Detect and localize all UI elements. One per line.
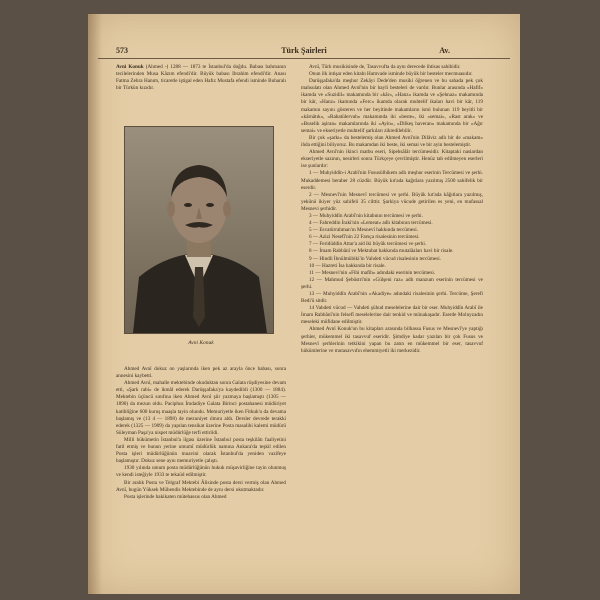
book-page bbox=[88, 14, 520, 594]
entry-name: Avni Konuk bbox=[116, 64, 144, 70]
binding-shadow bbox=[88, 14, 102, 594]
body-paragraph: Ahmed Avnî Konuk'un bu kitapları arasında bilhassa Fusus ve Mesnevî'ye yaptığı şerhler, mükemmel iki tasavvuf eseridir. Şimdiye kadar yazılan bir çok Fusus ve Mesnevî şerhlerinin tetkikini yapan bu zatın en mükemmel bir eser, tasavvuf hükümlerine ve mutasavvıfın ehemmiyetli iki merkezidir. bbox=[301, 326, 483, 354]
right-column-body bbox=[301, 64, 483, 564]
photo-caption: Avni Konuk bbox=[188, 340, 214, 346]
works-list-item: 7 — Feridüddin Attar'a aid iki büyük tercümesi ve şerhi. bbox=[309, 241, 427, 248]
body-paragraph: Onun ilk intişar eden kitabı Hamvade isminde büyük bir besteler mecmuasıdır. bbox=[309, 71, 473, 78]
body-paragraph: Ahmed Avnî, mahalle mektebinde okuduktan sonra Galata rüşdiyesine devam etti, «Şark rabi» de ikmâl ederek Darüşşafaka'ya kaydedildi (1300 — 1884). Mektebin üçüncü sınıfına iken Ahmed Avnî şiir yazmaya başlamıştı (1305 — 1890) da mezun oldu. Paciphus İmdadiye Galata Birinci postahanesi müdüriyet katibliğine 600 kuruş maaşla tayin olundu. Memuriyetle iken Fitkuk'u da devama başlamış ve (13 4 — 1898) de mezuniyet ılmını aldı. Dersler devrede terakki ederek (1325 — 1909) da yapılan tensikat üzerine Posta masalihi kalemi müdürü Süleyman Paşa'ya nispet müdürlüğe terfi ettirildi. bbox=[116, 380, 286, 436]
portrait-image bbox=[125, 127, 273, 333]
works-list-item: 13 — Muhyiddîn Arabî'nin «Akadiye» adındaki risalesinin şerhi. Tercüme, Şerefi Bedi'ü sitdir. bbox=[301, 291, 483, 305]
works-list-item: 6 — Azizi Nesefî'nin 22 Farsça risalesinin tercümesi. bbox=[309, 234, 420, 241]
body-paragraph: Ahmed Avnî'nin ikinci matbu eseri, Sipehsâlâr tercümesidir. Kitaptaki naslardan ekseriyetle sazının, nesirleri sonra Türkçeye çevrilmiştir. Henüz tab edilmeyen eserleri ise şunlardır: bbox=[301, 149, 483, 170]
works-list-item: 12 — Mahmud Şebüstri'nin «Gülşeni raz» adlı manzum eserinin tercümesi ve şerhi. bbox=[301, 276, 483, 290]
works-list-item: 4 — Fahreddin İraki'nin «Lemeat» adlı kitabının tercümesi. bbox=[309, 220, 433, 227]
works-list-item: 1 — Muhyiddîn-i Arabî'nin Fususülhikem adlı meşhur eserinin Tercümesi ve şerhi. Mukaddemesi beraber 28 cüzdür. Büyük kıt'ada kağıtlara yazılmış 2500 sahifelik bir eserdir. bbox=[301, 170, 483, 191]
portrait-photo bbox=[124, 126, 274, 334]
works-list-item: 3 — Muhyiddîn Arabî'nin kitabının tercümesi ve şerhi. bbox=[309, 212, 423, 219]
page-number: 573 bbox=[116, 46, 128, 55]
works-list-item: 8 — İmam Rabbânî ve Mektubat hakkında mutalâaları havi bir risale. bbox=[309, 248, 454, 255]
left-column-body bbox=[116, 366, 286, 556]
body-paragraph: Darüşşafaka'da meşhur Zekâyi Dede'den musiki öğrenen ve bu sahada pek çok mahsulatı olan Ahmed Avnî'nin bir hayli besteleri de vardır. Bunlar arasında «Hafif» ikamda ve «Suzidil» makamında bir «kâr», «Hanz» ikamda ve «Şehnaz» makamında bir kâr, «Hanz» ikamında «Ferc» ikamda olarak muhtelif ikaları havi bir kâr, 119 makamın sayını gösteren ve her beyitinde makamların ismi bulunan 119 beyitli bir «kârnâtık», «Rahatülervah» makamında iki «beste», iki «semai», «Rast arak» ve «Buselik aşiran» makamlarında iki «Ayin», «Dilkeş haveran» makamında bir «Ağır semai» ve ekseriyetle muhtelif şarkıları zikredilebilir. bbox=[301, 78, 483, 134]
works-list-item: 5 — Esvatürrahman'ın Mesnevî hakkında tercümesi. bbox=[309, 227, 418, 234]
running-title: Türk Şairleri bbox=[281, 46, 327, 55]
body-paragraph: Avnî, Türk musikisinde de, Tasavvufta da aynı derecede ihtisas sahibidir. bbox=[309, 64, 461, 70]
body-paragraph: Bir çok «şarkı» da bestelemiş olan Ahmed Avnî'nin Dilâviz adlı bir de «makam» ihda ettiğini biliyoruz. Bu makamdan iki beste, iki semai ve bir ayin bestelemiştir. bbox=[301, 134, 483, 149]
body-paragraph: Milli hükümetin İstanbul'a ilgası üzerine İstanbul posta teşkilâtı faaliyetini fatil etmiş ve bunun yerine umumî müdürlük namına Ankara'da teşkil edilen Posta işleri müdürlüğünün muavini olarak İstanbul'da yeniden vazifeye başlamıştır. Dokuz sene aynı memuriyetle çalıştı. bbox=[116, 436, 286, 465]
body-paragraph: 1930 yılında umum posta müdürlüğünün hukuk müşavirliğine tayin olunmuş ve kendi isteğiyle 1933 te tekaüd edilmiştir. bbox=[116, 465, 286, 479]
section-letters: Av. bbox=[439, 46, 450, 55]
works-list-item: 14 Vahdeti vücud — Vahdeti şühud meselelerine dair bir eser. Muhyiddîn Arabî ile İmam Rabbânî'nin felsefî meselelerine dair tenkid ve münakaşadır. Eserde Moluyzadın meseleki müfidane edilmiştir. bbox=[301, 305, 483, 326]
entry-lead-paragraph bbox=[116, 64, 286, 92]
works-list-item: 11 — Mesnevi'nin «Fihi mafih» adındaki eserinin tercümesi. bbox=[309, 269, 436, 276]
entry-lead: (Ahmed -) 1288 — 1873 te İstanbul'da doğdu. Babası bahmanın tecilelerinden Musa Kâzım efendi'dir. Büyük babası Ibrahim efendi'dir. Anası Fatma Zehra Hanım, ticaretle iştigal eden Hafız Mustafa efendi isminde Buharalı bir Türkün kızıdır. bbox=[116, 64, 286, 92]
works-list-item: 10 — Hazreti İsa hakkında bir risale. bbox=[309, 262, 386, 269]
body-paragraph: Posta işlerinde hakikaten mütehassıs olan Ahmed bbox=[124, 493, 227, 500]
works-list-item: 9 — Hindli İbnülmübiki'in Vahdeti vücud risalesinin tercümesi. bbox=[309, 255, 441, 262]
body-paragraph: Bir aralık Posta ve Telgraf Mektebi Âlisinde posta dersi vermiş olan Ahmed Avnî, bugün Yüksek Mühendis Mektebinde de aynı dersi okutmaktadır. bbox=[116, 479, 286, 493]
works-list-item: 2 — Mesnevî'nin Mesnevî tercümesi ve şerhi. Büyük kıt'ada kâğıtlara yazılmış, yekünü ikiyer yüz sahifeli 35 cilttir. Şarkiya vücude getirilen es yeni, en mufassal Mesnevi şerhidir. bbox=[301, 191, 483, 212]
body-paragraph: Ahmed Avnî dokuz on yaşlarında iken pek az arayla önce babası, sonra annesini kaybetti. bbox=[116, 366, 286, 380]
page-header bbox=[98, 44, 510, 59]
